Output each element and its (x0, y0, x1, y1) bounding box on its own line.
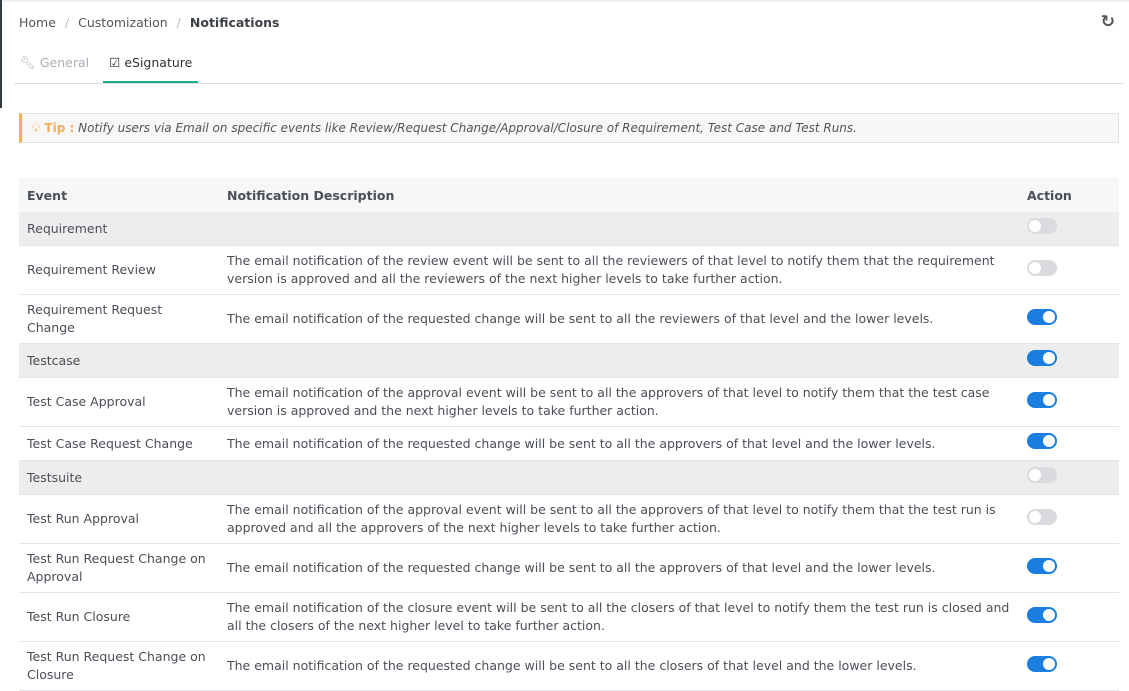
tab-label: General (39, 55, 90, 70)
table-row (19, 593, 1119, 642)
notification-toggle[interactable] (1027, 392, 1057, 408)
tip-banner (19, 113, 1119, 143)
check-square-icon: ☑ (109, 55, 121, 70)
event-cell: Test Run Closure (19, 593, 219, 642)
event-cell: Test Run Request Change on Approval (19, 544, 219, 593)
breadcrumb-home[interactable]: Home (19, 15, 56, 30)
refresh-icon[interactable]: ↻ (1100, 12, 1115, 32)
notification-toggle[interactable] (1027, 509, 1057, 525)
tip-label: Tip : (44, 121, 75, 135)
notification-toggle[interactable] (1027, 656, 1057, 672)
notification-toggle[interactable] (1027, 607, 1057, 623)
breadcrumb-separator: / (64, 15, 70, 30)
description-cell: The email notification of the approval event will be sent to all the approvers of that level to notify them that the test case version is approved and the next higher levels to take further action. (219, 378, 1019, 427)
table-row (19, 544, 1119, 593)
tip-text: Notify users via Email on specific events like Review/Request Change/Approval/Closure of Requirement, Test Case and Test Runs. (78, 121, 857, 135)
description-cell: The email notification of the requested change will be sent to all the approvers of that level and the lower levels. (219, 427, 1019, 461)
description-cell: The email notification of the requested change will be sent to all the reviewers of that level and the lower levels. (219, 295, 1019, 344)
event-cell: Requirement Request Change (19, 295, 219, 344)
action-cell (1019, 461, 1119, 495)
description-cell: The email notification of the requested change will be sent to all the closers of that level and the lower levels. (219, 642, 1019, 691)
group-row (19, 344, 1119, 378)
notification-toggle[interactable] (1027, 260, 1057, 276)
description-cell: The email notification of the requested change will be sent to all the approvers of that level and the lower levels. (219, 544, 1019, 593)
action-cell (1019, 593, 1119, 642)
sidebar-edge (0, 0, 2, 108)
notification-toggle[interactable] (1027, 433, 1057, 449)
event-cell: Requirement Review (19, 246, 219, 295)
header-description: Notification Description (219, 178, 1019, 212)
breadcrumb-separator: / (176, 15, 181, 30)
action-cell (1019, 295, 1119, 344)
action-cell (1019, 378, 1119, 427)
action-cell (1019, 495, 1119, 544)
breadcrumb-customization[interactable]: Customization (78, 15, 168, 30)
group-row (19, 461, 1119, 495)
notifications-table (19, 178, 1119, 691)
description-cell: The email notification of the review event will be sent to all the reviewers of that level to notify them that the requirement version is approved and all the reviewers of the next higher levels to take further action. (219, 246, 1019, 295)
description-cell (219, 344, 1019, 378)
tab-label: eSignature (124, 55, 193, 70)
wrench-icon: 🔧︎ (20, 55, 36, 70)
event-cell: Testsuite (19, 461, 219, 495)
event-cell: Requirement (19, 212, 219, 246)
breadcrumb-current: Notifications (189, 15, 280, 30)
description-cell: The email notification of the closure event will be sent to all the closers of that level to notify them the test run is closed and all the closers of the next higher level to take further action. (219, 593, 1019, 642)
event-cell: Test Case Approval (19, 378, 219, 427)
table-row (19, 246, 1119, 295)
event-cell: Test Run Approval (19, 495, 219, 544)
group-row (19, 212, 1119, 246)
tab-general[interactable] (14, 44, 95, 83)
lightbulb-icon: 💡︎ (32, 121, 41, 135)
action-cell (1019, 544, 1119, 593)
description-cell (219, 461, 1019, 495)
event-cell: Testcase (19, 344, 219, 378)
action-cell (1019, 642, 1119, 691)
notification-toggle[interactable] (1027, 350, 1057, 366)
header-event: Event (19, 178, 219, 212)
event-cell: Test Case Request Change (19, 427, 219, 461)
table-row (19, 642, 1119, 691)
tab-esignature[interactable] (103, 44, 198, 83)
notification-toggle[interactable] (1027, 467, 1057, 483)
table-row (19, 427, 1119, 461)
action-cell (1019, 212, 1119, 246)
header-action: Action (1019, 178, 1119, 212)
action-cell (1019, 246, 1119, 295)
top-border (0, 0, 1129, 2)
event-cell: Test Run Request Change on Closure (19, 642, 219, 691)
description-cell (219, 212, 1019, 246)
notification-toggle[interactable] (1027, 309, 1057, 325)
description-cell: The email notification of the approval event will be sent to all the approvers of that level to notify them that the test run is approved and all the approvers of the next higher levels to take further action. (219, 495, 1019, 544)
action-cell (1019, 427, 1119, 461)
table-row (19, 378, 1119, 427)
tab-bar (14, 44, 1124, 84)
breadcrumb (19, 15, 280, 30)
table-header (19, 178, 1119, 212)
action-cell (1019, 344, 1119, 378)
notification-toggle[interactable] (1027, 218, 1057, 234)
table-row (19, 295, 1119, 344)
notification-toggle[interactable] (1027, 558, 1057, 574)
table-row (19, 495, 1119, 544)
